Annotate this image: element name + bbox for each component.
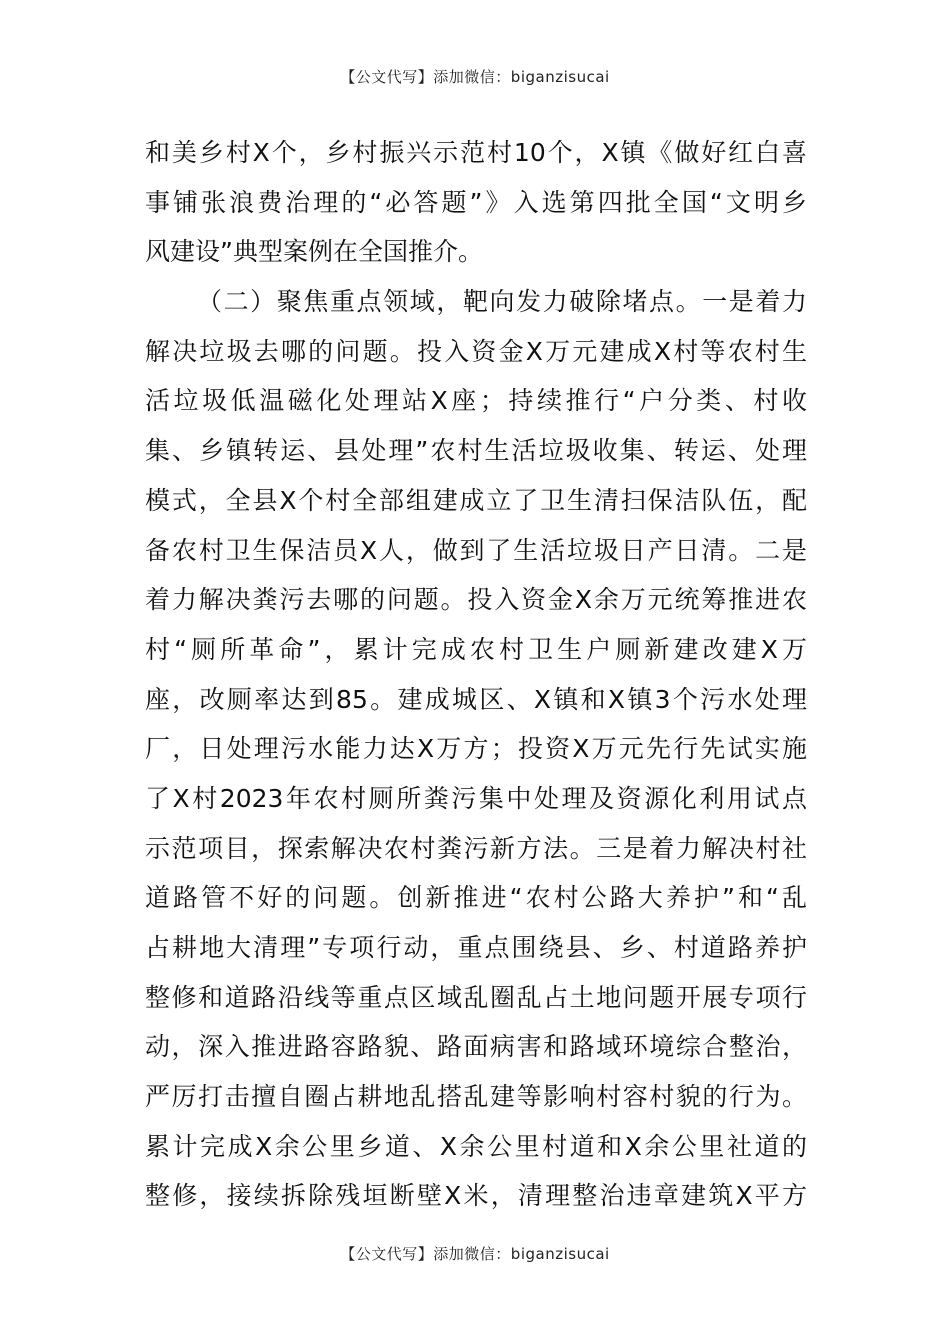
text-line: 整修，接续拆除残垣断壁X米，清理整治违章建筑X平方 xyxy=(145,1181,807,1211)
text-line: 着力解决粪污去哪的问题。投入资金X余万元统筹推进农 xyxy=(145,585,807,615)
text-line: 备农村卫生保洁员X人，做到了生活垃圾日产日清。二是 xyxy=(145,535,807,565)
text-line: 模式，全县X个村全部组建成立了卫生清扫保洁队伍，配 xyxy=(145,485,807,515)
text-line: 道路管不好的问题。创新推进“农村公路大养护”和“乱 xyxy=(145,883,807,913)
text-line: 事铺张浪费治理的“必答题”》入选第四批全国“文明乡 xyxy=(145,187,807,217)
text-line: 了X村2023年农村厕所粪污集中处理及资源化利用试点 xyxy=(145,783,807,813)
text-line: 风建设”典型案例在全国推介。 xyxy=(145,237,483,267)
text-line: 解决垃圾去哪的问题。投入资金X万元建成X村等农村生 xyxy=(145,336,807,366)
text-line: 厂，日处理污水能力达X万方；投资X万元先行先试实施 xyxy=(145,734,807,764)
document-body xyxy=(145,128,807,1221)
text-line: 动，深入推进路容路貌、路面病害和路域环境综合整治， xyxy=(145,1032,807,1062)
text-line: 累计完成X余公里乡道、X余公里村道和X余公里社道的 xyxy=(145,1131,807,1161)
text-line: 占耕地大清理”专项行动，重点围绕县、乡、村道路养护 xyxy=(145,933,807,962)
text-line: 示范项目，探索解决农村粪污新方法。三是着力解决村社 xyxy=(145,833,807,863)
text-line: 整修和道路沿线等重点区域乱圈乱占土地问题开展专项行 xyxy=(145,982,807,1012)
text-line: 和美乡村X个，乡村振兴示范村10个，X镇《做好红白喜 xyxy=(145,138,807,167)
text-line: 严厉打击擅自圈占耕地乱搭乱建等影响村容村貌的行为。 xyxy=(145,1082,807,1112)
page-footer-watermark: 【公文代写】添加微信：biganzisucai xyxy=(340,1245,610,1263)
page-header-watermark: 【公文代写】添加微信：biganzisucai xyxy=(340,68,610,86)
text-line: 集、乡镇转运、县处理”农村生活垃圾收集、转运、处理 xyxy=(145,436,807,466)
section-heading-line: （二）聚焦重点领域，靶向发力破除堵点。一是着力 xyxy=(197,287,807,317)
text-line: 村“厕所革命”，累计完成农村卫生户厕新建改建X万 xyxy=(145,634,807,664)
text-line: 活垃圾低温磁化处理站X座；持续推行“户分类、村收 xyxy=(145,386,807,416)
text-line: 座，改厕率达到85。建成城区、X镇和X镇3个污水处理 xyxy=(145,684,807,714)
